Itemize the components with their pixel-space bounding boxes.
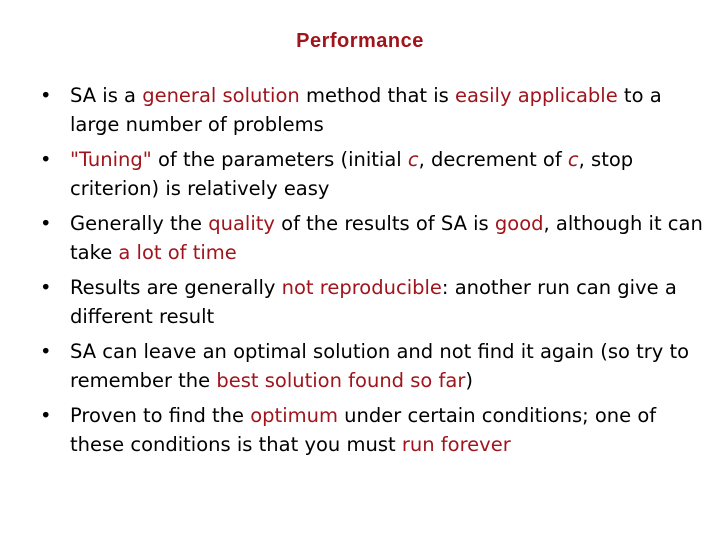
bullet-item — [40, 401, 705, 459]
bullet-text: method that is — [299, 84, 456, 107]
highlighted-text: general solution — [142, 84, 300, 107]
bullet-text: , although it can take — [70, 212, 703, 264]
highlighted-text: good — [494, 212, 544, 235]
bullet-text: , stop criterion) is relatively easy — [70, 148, 634, 200]
bullet-item — [40, 209, 705, 267]
bullet-text: Proven to find the — [70, 404, 251, 427]
bullet-item — [40, 273, 705, 331]
bullet-text: Results are generally — [70, 276, 282, 299]
bullet-text: to a large number of problems — [70, 84, 662, 136]
bullet-dot: • — [40, 148, 52, 171]
bullet-text: SA can leave an optimal solution and not find it again (so try to remember the — [70, 340, 690, 392]
bullet-text: under certain conditions; one of these conditions is that you must — [70, 404, 657, 456]
bullet-item — [40, 145, 705, 203]
highlighted-text: quality — [208, 212, 275, 235]
highlighted-text: optimum — [250, 404, 338, 427]
highlighted-text: c — [567, 148, 579, 171]
highlighted-text: best solution found so far — [216, 369, 466, 392]
bullet-item — [40, 81, 705, 139]
bullet-dot: • — [40, 276, 52, 299]
bullet-text: Generally the — [70, 212, 209, 235]
bullet-dot: • — [40, 212, 52, 235]
bullet-list — [40, 81, 705, 465]
highlighted-text: not reproducible — [281, 276, 442, 299]
highlighted-text: a lot of time — [118, 241, 237, 264]
bullet-dot: • — [40, 340, 52, 363]
highlighted-text: c — [407, 148, 419, 171]
bullet-text: SA is a — [70, 84, 143, 107]
bullet-text: of the parameters (initial — [151, 148, 408, 171]
bullet-text: of the results of SA is — [274, 212, 495, 235]
highlighted-text: "Tuning" — [70, 148, 152, 171]
bullet-text: , decrement of — [418, 148, 568, 171]
bullet-text: : another run can give a different result — [70, 276, 677, 328]
highlighted-text: easily applicable — [455, 84, 618, 107]
bullet-item — [40, 337, 705, 395]
bullet-dot: • — [40, 84, 52, 107]
highlighted-text: run forever — [401, 433, 511, 456]
bullet-dot: • — [40, 404, 52, 427]
slide-title: Performance — [296, 30, 424, 52]
bullet-text: ) — [465, 369, 473, 392]
